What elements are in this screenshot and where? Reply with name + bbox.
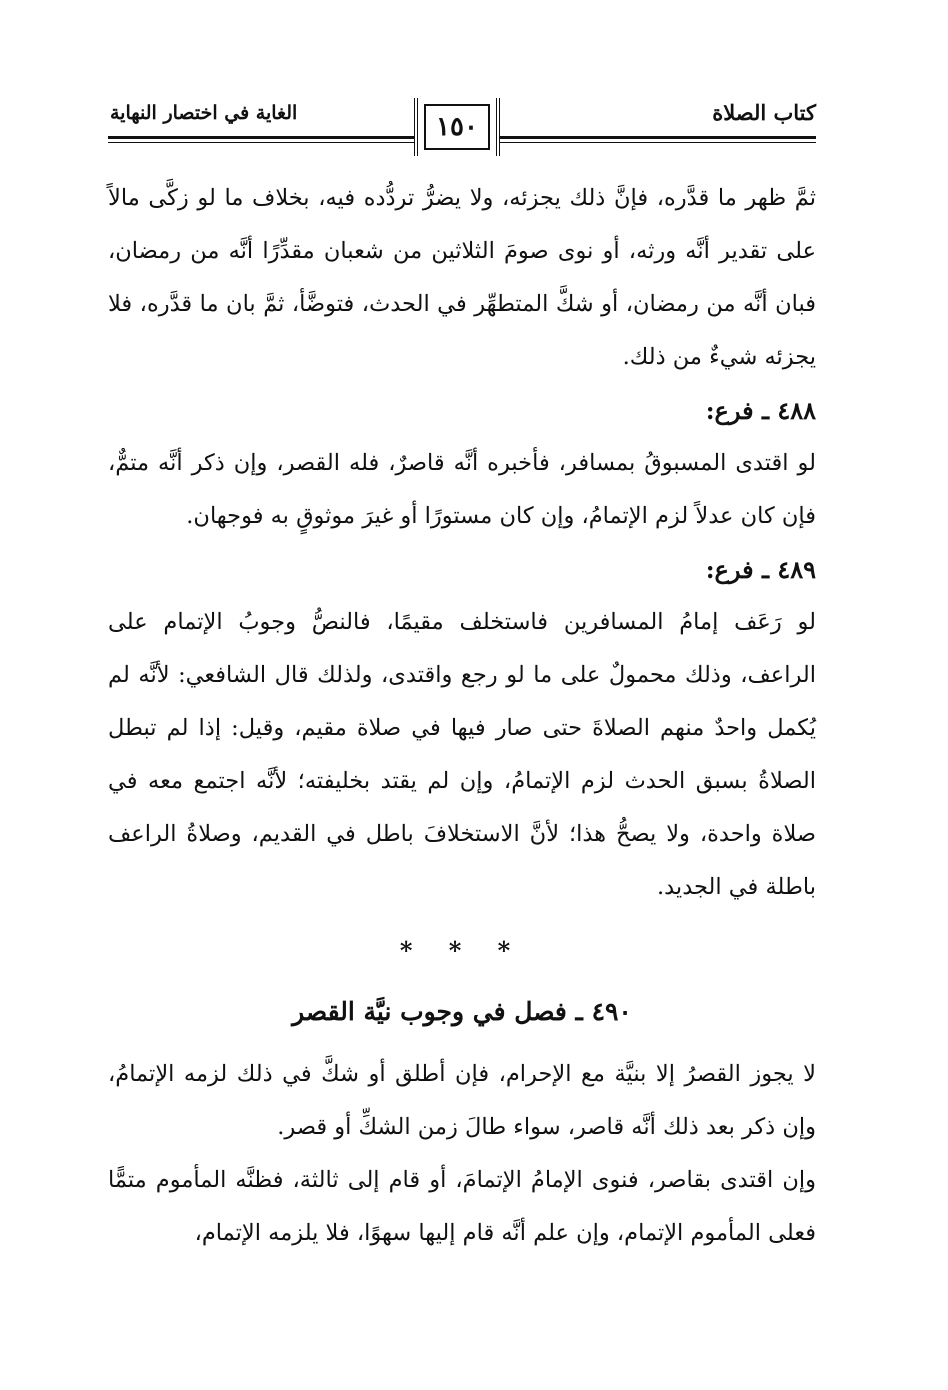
section-title: ٤٩٠ ـ فصل في وجوب نيَّة القصر <box>292 997 632 1026</box>
paragraph: لو اقتدى المسبوقُ بمسافر، فأخبره أنَّه قاصرٌ، فله القصر، وإن ذكر أنَّه متمٌّ، فإن كان عدلاً لزم الإتمامُ، وإن كان مستورًا أو غيرَ موثوقٍ به فوجهان. <box>108 450 816 529</box>
book-title: كتاب الصلاة <box>712 100 816 125</box>
work-title: الغاية في اختصار النهاية <box>110 102 298 124</box>
running-header <box>108 92 816 164</box>
branch-heading: ٤٨٩ ـ فرع: <box>705 555 816 584</box>
paragraph: لا يجوز القصرُ إلا بنيَّة مع الإحرام، فإن أطلق أو شكَّ في ذلك لزمه الإتمامُ، وإن ذكر بعد ذلك أنَّه قاصر، سواء طالَ زمن الشكِّ أو قصر. <box>108 1061 816 1140</box>
paragraph: ثمَّ ظهر ما قدَّره، فإنَّ ذلك يجزئه، ولا يضرُّ تردُّده فيه، بخلاف ما لو زكَّى مالاً على تقدير أنَّه ورثه، أو نوى صومَ الثلاثين من شعبان مقدِّرًا أنَّه من رمضان، فبان أنَّه من رمضان، أو شكَّ المتطهِّر في الحدث، فتوضَّأ، ثمَّ بان ما قدَّره، فلا يجزئه شيءٌ من ذلك. <box>108 185 816 370</box>
section-separator: * * * <box>399 936 525 965</box>
page-number: ١٥٠ <box>424 104 490 150</box>
paragraph: لو رَعَف إمامُ المسافرين فاستخلف مقيمًا، فالنصُّ وجوبُ الإتمام على الراعف، وذلك محمولٌ على ما لو رجع واقتدى، ولذلك قال الشافعي: لأنَّه لم يُكمل واحدٌ منهم الصلاةَ حتى صار فيها في صلاة مقيم، وقيل: إذا لم تبطل الصلاةُ بسبق الحدث لزم الإتمامُ، وإن لم يقتد بخليفته؛ لأنَّه اجتمع معه في صلاة واحدة، ولا يصحُّ هذا؛ لأنَّ الاستخلافَ باطل في القديم، وصلاةُ الراعف باطلة في الجديد. <box>108 609 816 900</box>
branch-heading: ٤٨٨ ـ فرع: <box>705 396 816 425</box>
page-body <box>108 172 816 1260</box>
page-number-frame <box>414 98 500 156</box>
paragraph: وإن اقتدى بقاصر، فنوى الإمامُ الإتمامَ، أو قام إلى ثالثة، فظنَّه المأموم متمًّا فعلى المأموم الإتمام، وإن علم أنَّه قام إليها سهوًا، فلا يلزمه الإتمام، <box>108 1167 816 1246</box>
